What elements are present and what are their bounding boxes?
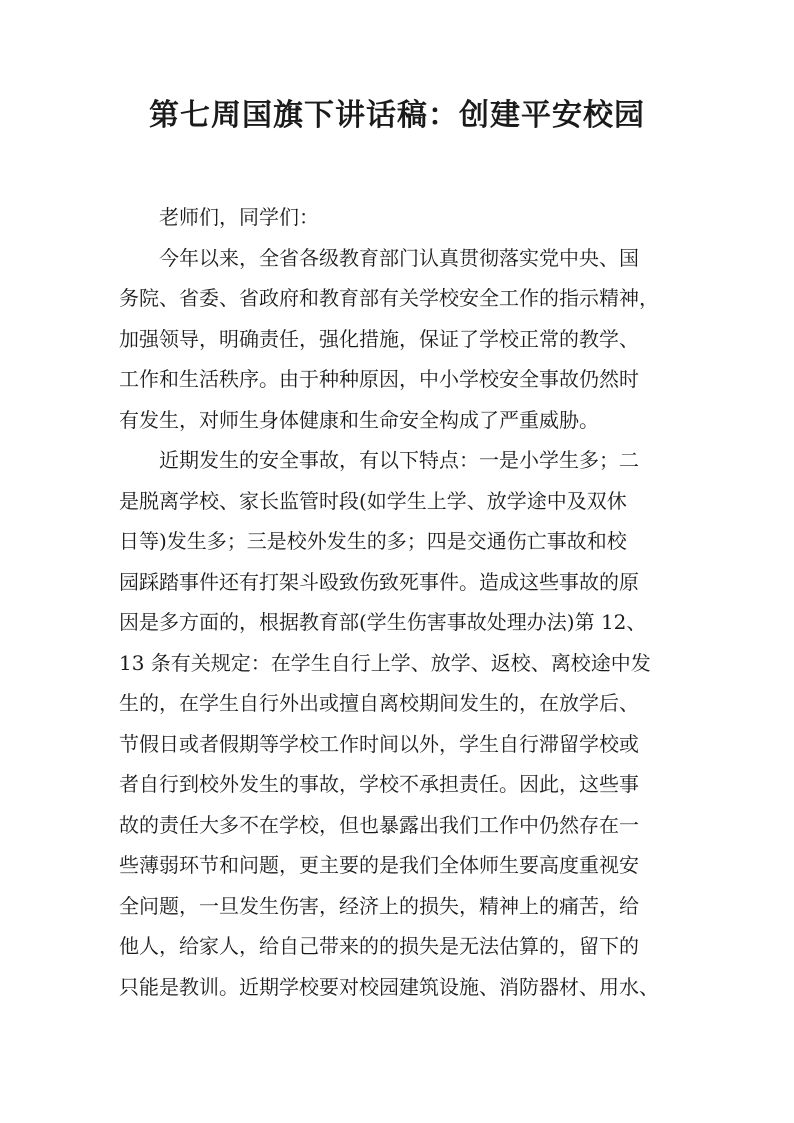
document-title: 第七周国旗下讲话稿：创建平安校园	[149, 98, 645, 133]
body-line: 务院、省委、省政府和教育部有关学校安全工作的指示精神，	[119, 286, 659, 310]
body-line: 生的，在学生自行外出或擅自离校期间发生的，在放学后、	[119, 691, 639, 715]
body-line: 是脱离学校、家长监管时段(如学生上学、放学途中及双休	[119, 488, 627, 513]
body-line: 故的责任大多不在学校，但也暴露出我们工作中仍然存在一	[119, 812, 639, 837]
body-line: 有发生，对师生身体健康和生命安全构成了严重威胁。	[119, 407, 599, 432]
body-line: 工作和生活秩序。由于种种原因，中小学校安全事故仍然时	[119, 367, 639, 391]
body-line: 他人，给家人，给自己带来的的损失是无法估算的，留下的	[119, 934, 639, 958]
body-line: 全问题，一旦发生伤害，经济上的损失，精神上的痛苦，给	[119, 893, 639, 918]
body-line: 园踩踏事件还有打架斗殴致伤致死事件。造成这些事故的原	[119, 569, 639, 594]
body-line: 节假日或者假期等学校工作时间以外，学生自行滞留学校或	[119, 731, 639, 756]
body-line: 日等)发生多；三是校外发生的多；四是交通伤亡事故和校	[119, 529, 627, 553]
body-line: 老师们，同学们：	[159, 205, 319, 229]
body-line: 近期发生的安全事故，有以下特点：一是小学生多；二	[159, 448, 639, 472]
body-line: 只能是教训。近期学校要对校园建筑设施、消防器材、用水、	[119, 974, 659, 999]
body-line: 13 条有关规定：在学生自行上学、放学、返校、离校途中发	[119, 650, 651, 675]
body-line: 些薄弱环节和问题，更主要的是我们全体师生要高度重视安	[119, 853, 639, 877]
body-line: 加强领导，明确责任，强化措施，保证了学校正常的教学、	[119, 326, 639, 351]
document-body	[119, 197, 679, 1007]
body-line: 因是多方面的，根据教育部(学生伤害事故处理办法)第 12、	[119, 610, 647, 634]
body-line: 者自行到校外发生的事故，学校不承担责任。因此，这些事	[119, 772, 639, 796]
body-line: 今年以来，全省各级教育部门认真贯彻落实党中央、国	[159, 245, 639, 270]
